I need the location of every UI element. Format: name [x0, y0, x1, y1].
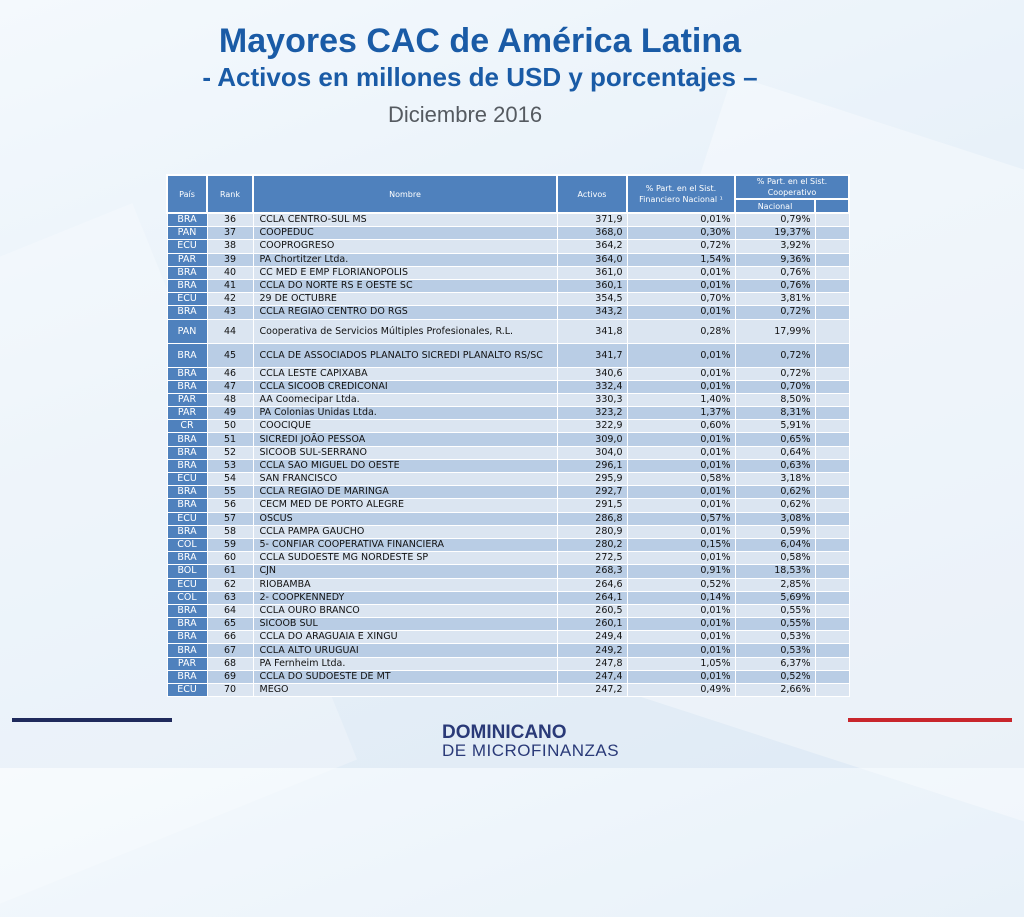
cell-part-cooperativo: 0,65%: [735, 433, 815, 446]
report-date: Diciembre 2016: [388, 102, 543, 127]
cell-activos: 292,7: [557, 486, 627, 499]
cell-nombre: CCLA CENTRO-SUL MS: [253, 213, 557, 227]
cell-pais: BRA: [167, 552, 207, 565]
cell-rank: 36: [207, 213, 253, 227]
cell-part-cooperativo: 0,79%: [735, 213, 815, 227]
cell-blank: [815, 538, 849, 551]
table-row: [167, 670, 849, 683]
cell-activos: 343,2: [557, 306, 627, 319]
cell-part-cooperativo: 0,72%: [735, 367, 815, 380]
table-row: [167, 684, 849, 697]
cell-blank: [815, 591, 849, 604]
cell-part-financiero: 0,52%: [627, 578, 735, 591]
header-pais: País: [167, 175, 207, 213]
cell-part-cooperativo: 3,08%: [735, 512, 815, 525]
cell-rank: 42: [207, 293, 253, 306]
cell-rank: 39: [207, 253, 253, 266]
cell-part-financiero: 0,49%: [627, 684, 735, 697]
cell-activos: 323,2: [557, 407, 627, 420]
cell-part-financiero: 0,15%: [627, 538, 735, 551]
table-row: [167, 306, 849, 319]
cell-rank: 52: [207, 446, 253, 459]
header-part-cooperativo: % Part. en el Sist. Cooperativo: [735, 175, 849, 199]
table-row: [167, 618, 849, 631]
cell-blank: [815, 525, 849, 538]
table-row: [167, 604, 849, 617]
cell-part-financiero: 0,58%: [627, 473, 735, 486]
table-row: [167, 552, 849, 565]
cell-part-cooperativo: 2,66%: [735, 684, 815, 697]
cell-part-cooperativo: 0,59%: [735, 525, 815, 538]
cell-nombre: PA Colonias Unidas Ltda.: [253, 407, 557, 420]
cell-blank: [815, 644, 849, 657]
cell-nombre: CCLA OURO BRANCO: [253, 604, 557, 617]
cell-rank: 47: [207, 380, 253, 393]
cell-pais: BRA: [167, 343, 207, 367]
cell-part-cooperativo: 0,76%: [735, 279, 815, 292]
cell-pais: ECU: [167, 293, 207, 306]
header-activos: Activos: [557, 175, 627, 213]
cell-part-financiero: 0,01%: [627, 266, 735, 279]
cell-part-financiero: 0,72%: [627, 240, 735, 253]
cell-part-cooperativo: 0,52%: [735, 670, 815, 683]
cell-blank: [815, 213, 849, 227]
cell-part-financiero: 0,01%: [627, 552, 735, 565]
cell-part-financiero: 0,01%: [627, 306, 735, 319]
cell-part-financiero: 0,30%: [627, 227, 735, 240]
header-nombre: Nombre: [253, 175, 557, 213]
header-blank: [815, 199, 849, 213]
cell-rank: 60: [207, 552, 253, 565]
cell-activos: 295,9: [557, 473, 627, 486]
cell-blank: [815, 240, 849, 253]
cell-activos: 330,3: [557, 393, 627, 406]
cell-rank: 46: [207, 367, 253, 380]
cell-activos: 249,4: [557, 631, 627, 644]
decorative-line-right: [848, 718, 1012, 722]
cell-pais: COL: [167, 591, 207, 604]
cell-rank: 43: [207, 306, 253, 319]
cell-activos: 340,6: [557, 367, 627, 380]
cell-blank: [815, 512, 849, 525]
cell-activos: 249,2: [557, 644, 627, 657]
cell-nombre: CCLA PAMPA GAÚCHO: [253, 525, 557, 538]
cell-nombre: CCLA REGIÃO DE MARINGÁ: [253, 486, 557, 499]
cell-part-financiero: 0,01%: [627, 604, 735, 617]
cell-part-cooperativo: 0,72%: [735, 343, 815, 367]
cell-nombre: CCLA DO NORTE RS E OESTE SC: [253, 279, 557, 292]
cell-blank: [815, 670, 849, 683]
cell-blank: [815, 420, 849, 433]
table-row: [167, 420, 849, 433]
cell-activos: 364,0: [557, 253, 627, 266]
cell-activos: 361,0: [557, 266, 627, 279]
cell-activos: 332,4: [557, 380, 627, 393]
cell-activos: 341,7: [557, 343, 627, 367]
cell-pais: BRA: [167, 306, 207, 319]
cell-part-financiero: 0,28%: [627, 319, 735, 343]
cell-activos: 260,1: [557, 618, 627, 631]
page-title: Mayores CAC de América Latina: [218, 22, 742, 60]
table-row: [167, 578, 849, 591]
cell-part-cooperativo: 5,91%: [735, 420, 815, 433]
cell-part-cooperativo: 0,62%: [735, 486, 815, 499]
cell-part-financiero: 0,01%: [627, 670, 735, 683]
cell-nombre: CC MÉD E EMP FLORIANÓPOLIS: [253, 266, 557, 279]
cell-pais: BRA: [167, 459, 207, 472]
cell-nombre: SICREDI JOÃO PESSOA: [253, 433, 557, 446]
cell-blank: [815, 293, 849, 306]
cell-pais: BRA: [167, 670, 207, 683]
cell-part-financiero: 0,01%: [627, 380, 735, 393]
cell-rank: 56: [207, 499, 253, 512]
cell-part-cooperativo: 0,62%: [735, 499, 815, 512]
cell-rank: 49: [207, 407, 253, 420]
cell-pais: BRA: [167, 380, 207, 393]
cell-blank: [815, 618, 849, 631]
cell-part-financiero: 0,14%: [627, 591, 735, 604]
cell-part-financiero: 0,01%: [627, 279, 735, 292]
cell-blank: [815, 473, 849, 486]
cell-activos: 247,2: [557, 684, 627, 697]
cell-blank: [815, 367, 849, 380]
cell-pais: PAN: [167, 227, 207, 240]
cell-part-financiero: 1,40%: [627, 393, 735, 406]
cell-nombre: Cooperativa de Servicios Múltiples Profesionales, R.L.: [253, 319, 557, 343]
cell-part-cooperativo: 6,04%: [735, 538, 815, 551]
table-body: [167, 213, 849, 697]
cell-pais: COL: [167, 538, 207, 551]
cell-part-cooperativo: 8,31%: [735, 407, 815, 420]
cell-rank: 58: [207, 525, 253, 538]
cell-part-financiero: 0,01%: [627, 525, 735, 538]
cell-part-financiero: 0,70%: [627, 293, 735, 306]
cell-blank: [815, 499, 849, 512]
cell-pais: BRA: [167, 266, 207, 279]
cell-pais: BRA: [167, 213, 207, 227]
cell-rank: 69: [207, 670, 253, 683]
cell-pais: CR: [167, 420, 207, 433]
cell-pais: PAR: [167, 407, 207, 420]
cell-nombre: AA Coomecipar Ltda.: [253, 393, 557, 406]
cell-part-cooperativo: 0,58%: [735, 552, 815, 565]
table-row: [167, 293, 849, 306]
cell-nombre: CCLA SICOOB CREDICONAI: [253, 380, 557, 393]
cell-rank: 62: [207, 578, 253, 591]
cell-part-cooperativo: 0,70%: [735, 380, 815, 393]
cell-nombre: 2- COOPKENNEDY: [253, 591, 557, 604]
cell-part-financiero: 0,01%: [627, 499, 735, 512]
cell-part-financiero: 1,05%: [627, 657, 735, 670]
table-row: [167, 266, 849, 279]
cell-blank: [815, 279, 849, 292]
cell-rank: 54: [207, 473, 253, 486]
cell-pais: BRA: [167, 486, 207, 499]
cell-blank: [815, 433, 849, 446]
cell-nombre: COOCIQUE: [253, 420, 557, 433]
cell-nombre: SAN FRANCISCO: [253, 473, 557, 486]
table-row: [167, 279, 849, 292]
cell-activos: 322,9: [557, 420, 627, 433]
cell-blank: [815, 266, 849, 279]
cell-part-financiero: 0,01%: [627, 631, 735, 644]
cell-part-cooperativo: 5,69%: [735, 591, 815, 604]
cell-rank: 38: [207, 240, 253, 253]
cell-part-cooperativo: 0,72%: [735, 306, 815, 319]
cell-part-cooperativo: 0,64%: [735, 446, 815, 459]
cell-blank: [815, 604, 849, 617]
cell-blank: [815, 343, 849, 367]
cell-blank: [815, 306, 849, 319]
table-row: [167, 591, 849, 604]
cell-rank: 59: [207, 538, 253, 551]
table-row: [167, 253, 849, 266]
cell-pais: ECU: [167, 240, 207, 253]
cell-pais: PAR: [167, 253, 207, 266]
cell-nombre: COOPEDUC: [253, 227, 557, 240]
cell-part-financiero: 0,01%: [627, 343, 735, 367]
table-row: [167, 213, 849, 227]
cell-nombre: PA Fernheim Ltda.: [253, 657, 557, 670]
cell-activos: 368,0: [557, 227, 627, 240]
cell-nombre: CCLA LESTE CAPIXABA: [253, 367, 557, 380]
cell-pais: ECU: [167, 684, 207, 697]
table-row: [167, 644, 849, 657]
cell-blank: [815, 486, 849, 499]
cell-pais: BOL: [167, 565, 207, 578]
cell-part-cooperativo: 0,53%: [735, 644, 815, 657]
table-row: [167, 380, 849, 393]
table-row: [167, 319, 849, 343]
cell-rank: 57: [207, 512, 253, 525]
cell-blank: [815, 253, 849, 266]
cell-part-cooperativo: 19,37%: [735, 227, 815, 240]
cell-pais: ECU: [167, 512, 207, 525]
cell-activos: 296,1: [557, 459, 627, 472]
cell-blank: [815, 578, 849, 591]
table-row: [167, 240, 849, 253]
cell-pais: BRA: [167, 433, 207, 446]
table-row: [167, 343, 849, 367]
cell-rank: 50: [207, 420, 253, 433]
cell-nombre: 5- CONFIAR COOPERATIVA FINANCIERA: [253, 538, 557, 551]
table-row: [167, 227, 849, 240]
cell-rank: 65: [207, 618, 253, 631]
cell-nombre: CCLA DE ASSOCIADOS PLANALTO SICREDI PLANALTO RS/SC: [253, 343, 557, 367]
cell-pais: ECU: [167, 578, 207, 591]
cell-pais: PAN: [167, 319, 207, 343]
cell-blank: [815, 657, 849, 670]
logo-line-2: DE MICROFINANZAS: [442, 741, 620, 760]
cell-pais: BRA: [167, 499, 207, 512]
cell-part-financiero: 0,01%: [627, 446, 735, 459]
cell-pais: BRA: [167, 525, 207, 538]
cell-blank: [815, 407, 849, 420]
cell-activos: 247,4: [557, 670, 627, 683]
cell-nombre: MEGO: [253, 684, 557, 697]
table-row: [167, 459, 849, 472]
cell-nombre: SICOOB SUL: [253, 618, 557, 631]
cell-rank: 45: [207, 343, 253, 367]
cell-part-financiero: 0,01%: [627, 486, 735, 499]
cell-part-financiero: 0,01%: [627, 459, 735, 472]
cell-part-financiero: 1,37%: [627, 407, 735, 420]
cell-activos: 264,1: [557, 591, 627, 604]
header-nacional: Nacional: [735, 199, 815, 213]
cell-pais: BRA: [167, 367, 207, 380]
cac-ranking-table: [166, 174, 850, 697]
cell-part-financiero: 0,01%: [627, 618, 735, 631]
cell-blank: [815, 446, 849, 459]
table-row: [167, 565, 849, 578]
cell-nombre: SICOOB SUL-SERRANO: [253, 446, 557, 459]
cell-blank: [815, 227, 849, 240]
cell-activos: 304,0: [557, 446, 627, 459]
cell-nombre: 29 DE OCTUBRE: [253, 293, 557, 306]
cell-rank: 66: [207, 631, 253, 644]
table-row: [167, 486, 849, 499]
cell-part-cooperativo: 3,92%: [735, 240, 815, 253]
cell-part-cooperativo: 17,99%: [735, 319, 815, 343]
cell-rank: 61: [207, 565, 253, 578]
cell-blank: [815, 684, 849, 697]
cell-part-cooperativo: 0,76%: [735, 266, 815, 279]
cell-part-financiero: 0,01%: [627, 213, 735, 227]
cell-pais: PAR: [167, 393, 207, 406]
table-row: [167, 499, 849, 512]
cell-pais: BRA: [167, 631, 207, 644]
cell-nombre: CCLA REGIÃO CENTRO DO RGS: [253, 306, 557, 319]
cell-nombre: RIOBAMBA: [253, 578, 557, 591]
table-row: [167, 538, 849, 551]
table-row: [167, 433, 849, 446]
cell-blank: [815, 319, 849, 343]
cell-activos: 286,8: [557, 512, 627, 525]
cell-pais: BRA: [167, 446, 207, 459]
page-subtitle: - Activos en millones de USD y porcentajes –: [202, 62, 758, 92]
cell-rank: 53: [207, 459, 253, 472]
cell-activos: 260,5: [557, 604, 627, 617]
cell-activos: 280,9: [557, 525, 627, 538]
cell-activos: 280,2: [557, 538, 627, 551]
cell-rank: 44: [207, 319, 253, 343]
cell-activos: 268,3: [557, 565, 627, 578]
cell-part-cooperativo: 0,53%: [735, 631, 815, 644]
cell-nombre: CCLA ALTO URUGUAI: [253, 644, 557, 657]
cell-part-cooperativo: 0,55%: [735, 604, 815, 617]
table-row: [167, 512, 849, 525]
cell-nombre: CJN: [253, 565, 557, 578]
cell-rank: 64: [207, 604, 253, 617]
cell-part-cooperativo: 0,63%: [735, 459, 815, 472]
cell-rank: 55: [207, 486, 253, 499]
cell-pais: BRA: [167, 618, 207, 631]
cell-part-cooperativo: 8,50%: [735, 393, 815, 406]
cell-part-financiero: 0,01%: [627, 644, 735, 657]
cell-nombre: CCLA DO SUDOESTE DE MT: [253, 670, 557, 683]
header-rank: Rank: [207, 175, 253, 213]
cell-rank: 37: [207, 227, 253, 240]
cell-nombre: CCLA DO ARAGUAIA E XINGU: [253, 631, 557, 644]
cell-activos: 364,2: [557, 240, 627, 253]
cell-pais: PAR: [167, 657, 207, 670]
cell-rank: 48: [207, 393, 253, 406]
cell-pais: BRA: [167, 644, 207, 657]
cell-part-cooperativo: 0,55%: [735, 618, 815, 631]
cell-part-financiero: 0,57%: [627, 512, 735, 525]
cell-nombre: CECM MÉD DE PORTO ALEGRE: [253, 499, 557, 512]
cell-rank: 63: [207, 591, 253, 604]
cell-nombre: CCLA SÃO MIGUEL DO OESTE: [253, 459, 557, 472]
cell-activos: 247,8: [557, 657, 627, 670]
cell-blank: [815, 565, 849, 578]
cell-part-cooperativo: 18,53%: [735, 565, 815, 578]
cell-part-cooperativo: 3,18%: [735, 473, 815, 486]
table-row: [167, 393, 849, 406]
cell-activos: 371,9: [557, 213, 627, 227]
cell-part-cooperativo: 6,37%: [735, 657, 815, 670]
table-row: [167, 473, 849, 486]
cell-blank: [815, 631, 849, 644]
cell-rank: 41: [207, 279, 253, 292]
cell-nombre: OSCUS: [253, 512, 557, 525]
cell-activos: 360,1: [557, 279, 627, 292]
cell-blank: [815, 393, 849, 406]
table-row: [167, 407, 849, 420]
cell-pais: BRA: [167, 604, 207, 617]
cell-activos: 354,5: [557, 293, 627, 306]
cell-activos: 264,6: [557, 578, 627, 591]
cell-activos: 341,8: [557, 319, 627, 343]
table-row: [167, 631, 849, 644]
decorative-line-left: [12, 718, 172, 722]
cell-part-financiero: 0,01%: [627, 367, 735, 380]
cell-part-cooperativo: 9,36%: [735, 253, 815, 266]
cell-part-financiero: 1,54%: [627, 253, 735, 266]
table-row: [167, 525, 849, 538]
cell-part-cooperativo: 3,81%: [735, 293, 815, 306]
cell-nombre: COOPROGRESO: [253, 240, 557, 253]
cell-part-financiero: 0,91%: [627, 565, 735, 578]
cell-pais: ECU: [167, 473, 207, 486]
header-part-financiero: % Part. en el Sist. Financiero Nacional ¹: [627, 175, 735, 213]
cell-activos: 272,5: [557, 552, 627, 565]
cell-part-cooperativo: 2,85%: [735, 578, 815, 591]
table-row: [167, 446, 849, 459]
cell-pais: BRA: [167, 279, 207, 292]
cell-activos: 309,0: [557, 433, 627, 446]
cell-nombre: PA Chortitzer Ltda.: [253, 253, 557, 266]
cell-blank: [815, 552, 849, 565]
cell-rank: 67: [207, 644, 253, 657]
footer-logo: [442, 724, 619, 760]
cell-rank: 51: [207, 433, 253, 446]
cell-blank: [815, 380, 849, 393]
table-row: [167, 657, 849, 670]
cell-nombre: CCLA SUDOESTE MG NORDESTE SP: [253, 552, 557, 565]
cell-rank: 40: [207, 266, 253, 279]
cell-part-financiero: 0,01%: [627, 433, 735, 446]
cell-part-financiero: 0,60%: [627, 420, 735, 433]
table-row: [167, 367, 849, 380]
cell-rank: 68: [207, 657, 253, 670]
logo-line-1: DOMINICANO: [442, 722, 567, 743]
cell-rank: 70: [207, 684, 253, 697]
cell-blank: [815, 459, 849, 472]
cell-activos: 291,5: [557, 499, 627, 512]
